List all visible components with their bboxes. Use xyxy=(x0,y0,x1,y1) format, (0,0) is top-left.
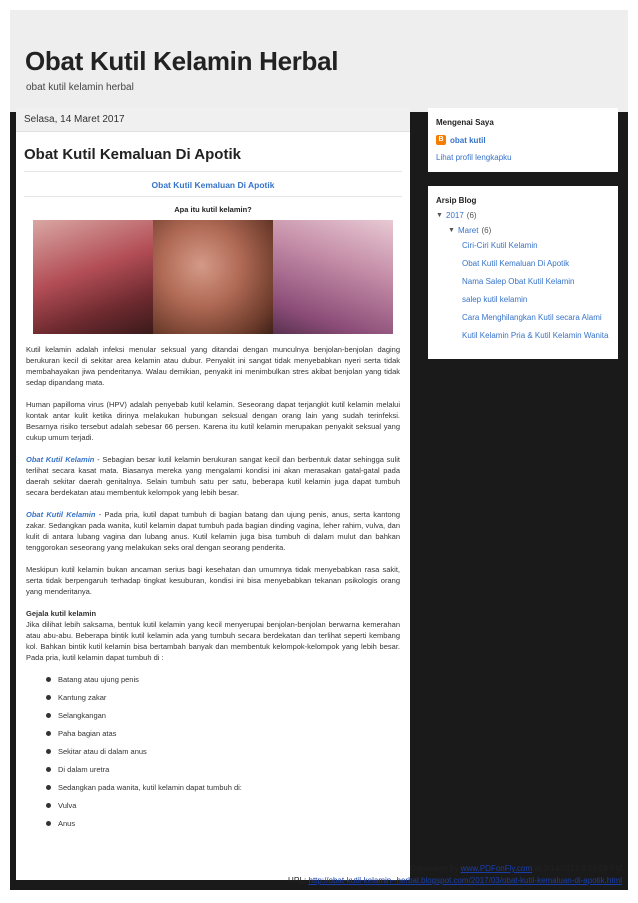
symptoms-section xyxy=(26,608,400,663)
post-date: Selasa, 14 Maret 2017 xyxy=(16,108,410,132)
list-item: Sekitar atau di dalam anus xyxy=(48,746,400,764)
profile-line xyxy=(428,133,618,147)
list-item: Batang atau ujung penis xyxy=(48,674,400,692)
archive-post-link[interactable]: Obat Kutil Kemaluan Di Apotik xyxy=(462,259,570,268)
list-item: Paha bagian atas xyxy=(48,728,400,746)
divider xyxy=(24,196,402,197)
profile-name-link[interactable]: obat kutil xyxy=(450,135,486,145)
pdf-footer xyxy=(0,862,638,892)
collapse-toggle-icon[interactable]: ▼ xyxy=(448,227,455,234)
url-line xyxy=(288,876,622,885)
archive-year-count: (6) xyxy=(466,211,477,220)
blog-description: obat kutil kelamin herbal xyxy=(26,82,134,93)
post-subheading-link[interactable]: Obat Kutil Kemaluan Di Apotik xyxy=(151,180,275,190)
blog-title[interactable]: Obat Kutil Kelamin Herbal xyxy=(25,46,339,76)
generator-link[interactable]: www.PDFonFly.com xyxy=(460,864,533,873)
image-panel-left xyxy=(33,220,153,334)
list-item: Di dalam uretra xyxy=(48,764,400,782)
archive-year-link[interactable]: 2017 xyxy=(446,211,464,220)
paragraph-4 xyxy=(26,509,400,553)
source-url-link[interactable]: http://obat-kutil-kelamin--herbal.blogspot.com/2017/03/obat-kutil-kemaluan-di-apotik.html xyxy=(308,876,622,885)
archive-month-row xyxy=(436,226,610,235)
image-panel-center xyxy=(153,220,273,334)
paragraph-1: Kutil kelamin adalah infeksi menular seksual yang ditandai dengan munculnya benjolan-benjolan daging berukuran kecil di sekitar area kelamin atau dubur. Penyakit ini sangat tidak menyebabkan nyeri serta tidak membahayakan jiwa penderitanya. Walau demikian, penyakit ini menimbulkan stres akibat benjolan yang tidak sedap dipandang mata. xyxy=(26,345,400,387)
archive-post-link[interactable]: Nama Salep Obat Kutil Kelamin xyxy=(462,277,575,286)
paragraph-5: Meskipun kutil kelamin bukan ancaman serius bagi kesehatan dan umumnya tidak menyebabkan rasa sakit, serta tidak berpengaruh terhadap tingkat kesuburan, kondisi ini bisa menyebabkan tekanan psikologis orang yang menderitanya. xyxy=(26,565,400,596)
post-question: Apa itu kutil kelamin? xyxy=(174,205,252,214)
list-item: Anus xyxy=(48,818,400,836)
paragraph-3 xyxy=(26,454,400,498)
archive-post-list xyxy=(436,241,610,341)
generated-line xyxy=(410,864,622,873)
paragraph-3-text: - Sebagian besar kutil kelamin berukuran sangat kecil dan berbentuk datar sehingga sulit terlihat secara kasat mata. Biasanya mereka yang mengalami kondisi ini akan merasakan gatal-gatal pada daerah sekitar daerah genitalnya. Selain tumbuh satu per satu, beberapa kutil kelamin juga dapat tumbuh secara berdekatan atau membentuk kelompok yang lebih besar. xyxy=(26,455,401,497)
archive-month-count: (6) xyxy=(481,226,492,235)
list-item: Kantung zakar xyxy=(48,692,400,710)
sidebar xyxy=(428,108,618,373)
url-prefix: URL: xyxy=(288,876,309,885)
symptoms-text: Jika dilihat lebih saksama, bentuk kutil kelamin yang kecil menyerupai benjolan-benjolan berwarna kemerahan atau abu-abu. Beberapa bintik kutil kelamin ada yang tumbuh secara berdekatan dan terlihat seperti kembang kol. Bahkan bintik kutil kelamin bisa bertambah banyak dan membentuk kelompok-kelompok yang lebih besar. Pada pria, kutil kelamin dapat tumbuh di : xyxy=(26,620,400,662)
archive-title: Arsip Blog xyxy=(436,196,477,205)
list-item: Selangkangan xyxy=(48,710,400,728)
about-widget xyxy=(428,108,618,172)
blogger-icon: B xyxy=(436,135,446,145)
list-item: Sedangkan pada wanita, kutil kelamin dapat tumbuh di: xyxy=(48,782,400,800)
image-panel-right xyxy=(273,220,393,334)
symptoms-list xyxy=(48,674,400,836)
paragraph-4-text: - Pada pria, kutil dapat tumbuh di bagian batang dan ujung penis, anus, serta kantong zakar. Sedangkan pada wanita, kutil kelamin dapat tumbuh pada bagian dinding vagina, leher rahim, vulva, dan kulit di antara lubang vagina dan lubang anus. Kutil kelamin juga bisa tumbuh di dalam mulut dan bahkan tenggorokan seseorang yang melakukan seks oral dengan seorang penderita. xyxy=(26,510,400,552)
collapse-toggle-icon[interactable]: ▼ xyxy=(436,212,443,219)
view-profile-link[interactable]: Lihat profil lengkapku xyxy=(436,153,512,162)
archive-year-row xyxy=(436,211,610,220)
archive-tree xyxy=(428,211,618,359)
post-image xyxy=(33,220,393,334)
archive-post-link[interactable]: Kutil Kelamin Pria & Kutil Kelamin Wanita xyxy=(462,331,609,340)
archive-post-link[interactable]: salep kutil kelamin xyxy=(462,295,528,304)
about-title: Mengenai Saya xyxy=(436,118,494,127)
keyword-link[interactable]: Obat Kutil Kelamin xyxy=(26,455,95,464)
archive-post-link[interactable]: Cara Menghilangkan Kutil secara Alami xyxy=(462,313,602,322)
generated-suffix: at 3/14/2017 8:56:58 PM xyxy=(532,864,622,873)
archive-widget xyxy=(428,186,618,359)
post-column xyxy=(16,108,410,880)
keyword-link[interactable]: Obat Kutil Kelamin xyxy=(26,510,96,519)
list-item: Vulva xyxy=(48,800,400,818)
archive-post-link[interactable]: Ciri-Ciri Kutil Kelamin xyxy=(462,241,538,250)
paragraph-2: Human papilloma virus (HPV) adalah penyebab kutil kelamin. Seseorang dapat terjangkit kutil kelamin melalui kontak antar kulit ketika dirinya melakukan hubungan seksual dengan orang lain yang sudah terinfeksi. Besarnya risiko tersebut adalah sebesar 66 persen. Karena itu kutil kelamin merupakan penyakit seksual yang cukup umum terjadi. xyxy=(26,400,400,442)
symptoms-heading: Gejala kutil kelamin xyxy=(26,609,97,618)
post-title[interactable]: Obat Kutil Kemaluan Di Apotik xyxy=(24,146,402,172)
generated-prefix: Generated by xyxy=(410,864,461,873)
blog-header xyxy=(10,10,628,112)
archive-month-link[interactable]: Maret xyxy=(458,226,479,235)
